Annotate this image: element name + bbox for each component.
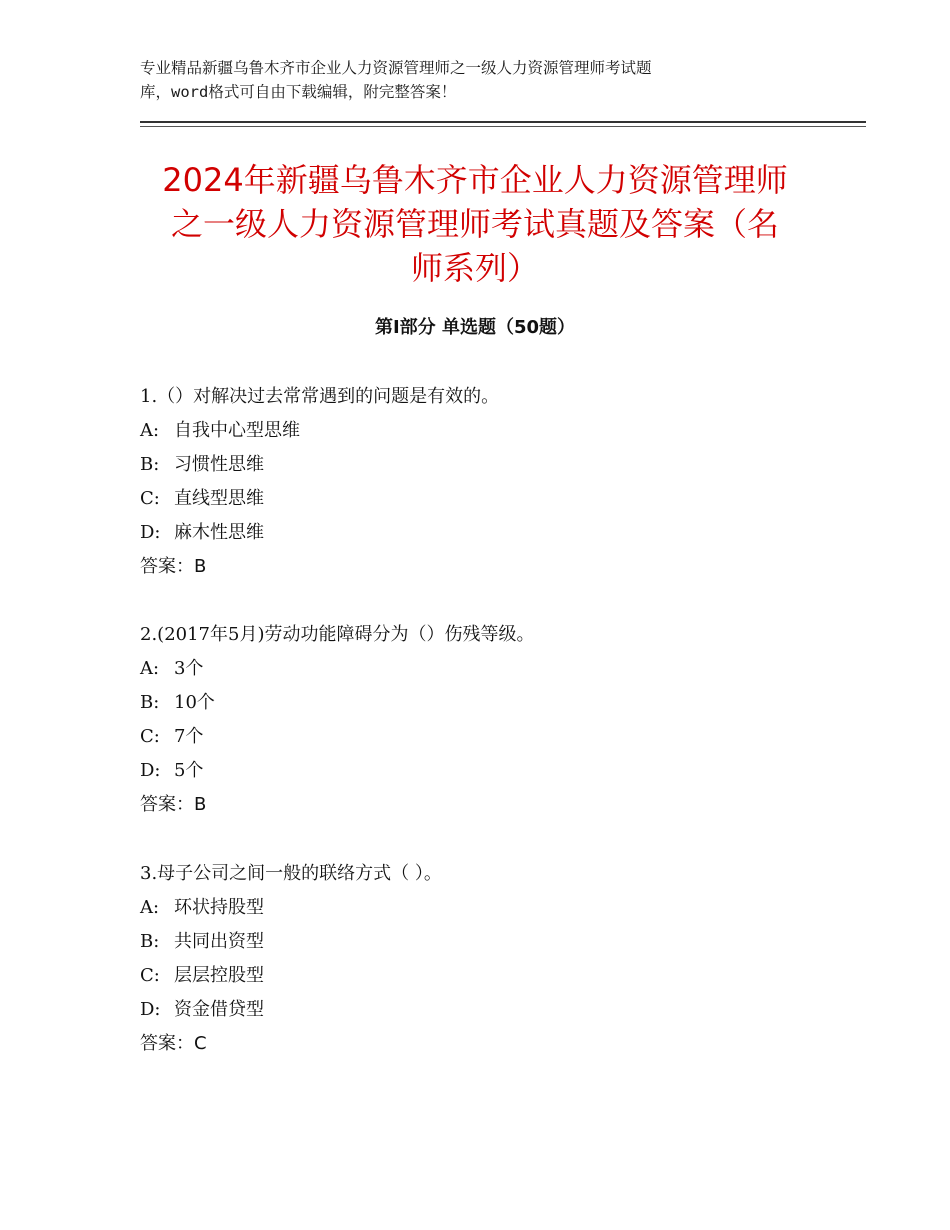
option-letter: B: — [140, 692, 160, 713]
document-title — [130, 158, 820, 290]
option-text: 10个 — [174, 692, 215, 713]
option-letter: C: — [140, 726, 160, 747]
option-text: 直线型思维 — [174, 488, 264, 509]
header-note-line-1: 专业精品新疆乌鲁木齐市企业人力资源管理师之一级人力资源管理师考试题 — [140, 59, 652, 77]
option-d — [140, 516, 860, 550]
option-letter: A: — [140, 420, 160, 441]
option-c — [140, 720, 860, 754]
option-text: 层层控股型 — [174, 965, 264, 986]
option-text: 资金借贷型 — [174, 999, 264, 1020]
option-letter: A: — [140, 897, 160, 918]
option-c — [140, 959, 860, 993]
question-2 — [140, 618, 860, 822]
option-letter: D: — [140, 760, 161, 781]
answer-label: 答案：C — [140, 1033, 207, 1054]
option-c — [140, 482, 860, 516]
document-title-line-1: 2024年新疆乌鲁木齐市企业人力资源管理师 — [162, 161, 788, 199]
option-text: 麻木性思维 — [174, 522, 264, 543]
option-letter: B: — [140, 931, 160, 952]
option-b — [140, 448, 860, 482]
answer-label: 答案：B — [140, 556, 207, 577]
option-letter: D: — [140, 522, 161, 543]
section-heading: 第Ⅰ部分 单选题（50题） — [374, 317, 575, 338]
document-title-line-2: 之一级人力资源管理师考试真题及答案（名 — [170, 205, 779, 243]
option-letter: C: — [140, 488, 160, 509]
question-3 — [140, 857, 860, 1061]
question-stem: 1.（）对解决过去常常遇到的问题是有效的。 — [140, 386, 500, 407]
option-letter: D: — [140, 999, 161, 1020]
header-divider-thick — [140, 121, 866, 123]
option-letter: B: — [140, 454, 160, 475]
option-d — [140, 993, 860, 1027]
option-letter: A: — [140, 658, 160, 679]
option-letter: C: — [140, 965, 160, 986]
header-note — [140, 56, 780, 104]
option-text: 7个 — [174, 726, 204, 747]
option-d — [140, 754, 860, 788]
option-text: 自我中心型思维 — [174, 420, 300, 441]
option-a — [140, 652, 860, 686]
header-note-line-2: 库，word格式可自由下载编辑，附完整答案！ — [140, 83, 457, 101]
option-text: 习惯性思维 — [174, 454, 264, 475]
document-title-line-3: 师系列） — [410, 249, 539, 287]
option-text: 共同出资型 — [174, 931, 264, 952]
option-b — [140, 925, 860, 959]
question-stem: 3.母子公司之间一般的联络方式（ ）。 — [140, 863, 442, 884]
answer-label: 答案：B — [140, 794, 207, 815]
header-divider-thin — [140, 126, 866, 127]
option-b — [140, 686, 860, 720]
option-text: 3个 — [174, 658, 204, 679]
option-a — [140, 414, 860, 448]
question-1 — [140, 380, 860, 584]
option-text: 环状持股型 — [174, 897, 264, 918]
option-a — [140, 891, 860, 925]
question-stem: 2.(2017年5月)劳动功能障碍分为（）伤残等级。 — [140, 624, 535, 645]
option-text: 5个 — [174, 760, 204, 781]
